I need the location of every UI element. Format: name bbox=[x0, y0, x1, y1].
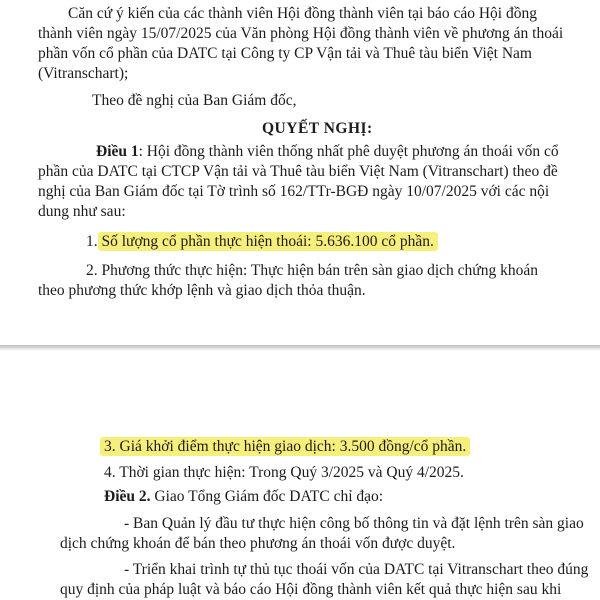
para1-line1: Căn cứ ý kiến của các thành viên Hội đồng thành viên tại báo cáo Hội đồng bbox=[68, 5, 537, 22]
article1-label: Điều 1 bbox=[96, 143, 139, 160]
page-edge-shadow bbox=[0, 345, 600, 351]
item3-highlighted-text: 3. Giá khởi điểm thực hiện giao dịch: 3.500 đồng/cổ phần. bbox=[100, 437, 470, 456]
item4: 4. Thời gian thực hiện: Trong Quý 3/2025 và Quý 4/2025. bbox=[104, 464, 464, 481]
bullet2-line2: quy định của pháp luật và báo cáo Hội đồng thành viên kết quả thực hiện sau khi bbox=[60, 581, 562, 598]
item2-line1: 2. Phương thức thực hiện: Thực hiện bán trên sàn giao dịch chứng khoán bbox=[86, 262, 538, 279]
bullet2-line1: - Triển khai trình tự thủ tục thoái vốn của DATC tại Vitranschart theo đúng bbox=[124, 561, 589, 578]
article1-line2: phần của DATC tại CTCP Vận tải và Thuê tàu biển Việt Nam (Vitranschart) theo đề bbox=[38, 163, 558, 180]
item3 bbox=[104, 438, 470, 456]
article1-line4: dung như sau: bbox=[38, 203, 126, 220]
article2-label: Điều 2. bbox=[104, 488, 151, 505]
article1-line1 bbox=[96, 143, 559, 161]
bullet1-line1: - Ban Quản lý đầu tư thực hiện công bố thông tin và đặt lệnh trên sàn giao bbox=[124, 515, 584, 532]
para1-line4: (Vitranschart); bbox=[38, 65, 129, 82]
page-break bbox=[0, 345, 600, 381]
para2: Theo đề nghị của Ban Giám đốc, bbox=[92, 92, 297, 109]
item1-highlighted-text: Số lượng cổ phần thực hiện thoái: 5.636.100 cổ phần. bbox=[98, 232, 438, 251]
resolution-title: QUYẾT NGHỊ: bbox=[262, 120, 373, 137]
article2 bbox=[104, 488, 383, 506]
item1 bbox=[86, 233, 438, 251]
article1-line1-text: : Hội đồng thành viên thống nhất phê duyệt phương án thoái vốn cổ bbox=[138, 143, 559, 160]
article1-line3: nghị của Ban Giám đốc tại Tờ trình số 162/TTr-BGĐ ngày 10/07/2025 với các nội bbox=[38, 183, 550, 200]
article2-text: Giao Tổng Giám đốc DATC chỉ đạo: bbox=[150, 488, 384, 505]
para1-line3: phần vốn cổ phần của DATC tại Công ty CP Vận tải và Thuê tàu biển Việt Nam bbox=[38, 45, 532, 62]
item2-line2: theo phương thức khớp lệnh và giao dịch thỏa thuận. bbox=[38, 282, 366, 299]
para1-line2: thành viên ngày 15/07/2025 của Văn phòng Hội đồng thành viên về phương án thoái bbox=[38, 25, 564, 42]
bullet1-line2: dịch chứng khoán để bán theo phương án thoái vốn được duyệt. bbox=[60, 535, 456, 552]
item1-number: 1. bbox=[86, 233, 98, 250]
document-page-bottom bbox=[0, 381, 600, 600]
